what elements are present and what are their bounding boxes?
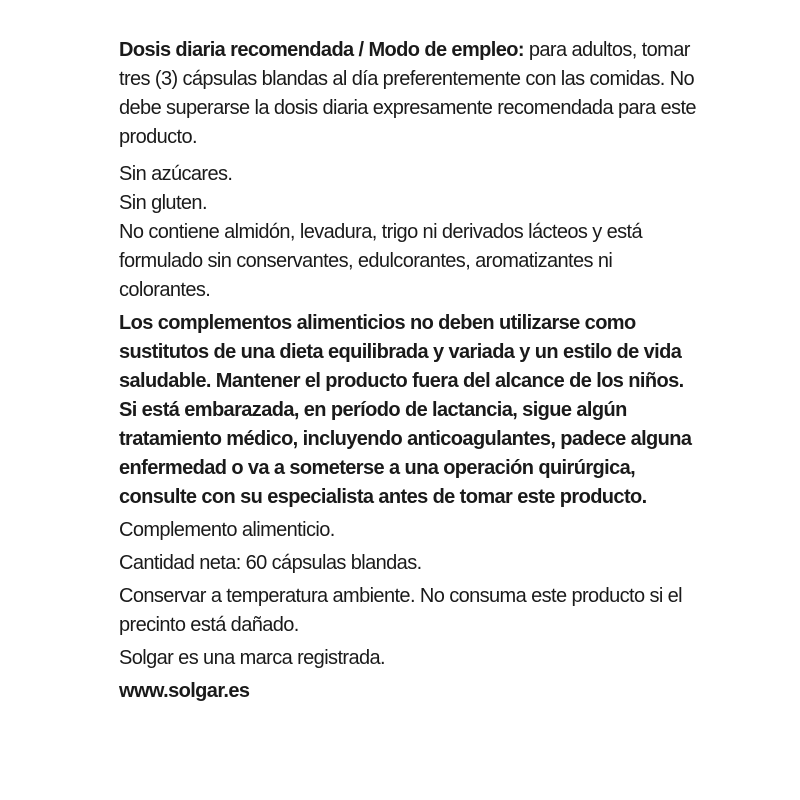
product-type-line: Complemento alimenticio. [119, 519, 335, 541]
website-link[interactable]: www.solgar.es [119, 680, 250, 702]
dosage-text: para adultos, tomar tres (3) cápsulas blandas al día preferentemente con las comidas. No debe superarse la dosis diaria expresamente recomendada para este producto. [119, 39, 696, 148]
gluten-free-line: Sin gluten. [119, 192, 207, 214]
label-text-block [119, 36, 699, 706]
free-from-paragraph: No contiene almidón, levadura, trigo ni derivados lácteos y está formulado sin conservantes, edulcorantes, aromatizantes ni colorantes. [119, 221, 643, 301]
storage-paragraph: Conservar a temperatura ambiente. No consuma este producto si el precinto está dañado. [119, 585, 683, 636]
warning-paragraph: Los complementos alimenticios no deben utilizarse como sustitutos de una dieta equilibrada y variada y un estilo de vida saludable. Mantener el producto fuera del alcance de los niños. Si está embarazada, en período de lactancia, sigue algún tratamiento médico, incluyendo anticoagulantes, padece alguna enfermedad o va a someterse a una operación quirúrgica, consulte con su especialista antes de tomar este producto. [119, 312, 692, 508]
dosage-paragraph [119, 36, 699, 152]
sugar-free-line: Sin azúcares. [119, 163, 233, 185]
dosage-heading: Dosis diaria recomendada / Modo de empleo: [119, 39, 524, 61]
trademark-line: Solgar es una marca registrada. [119, 647, 385, 669]
net-quantity-line: Cantidad neta: 60 cápsulas blandas. [119, 552, 422, 574]
